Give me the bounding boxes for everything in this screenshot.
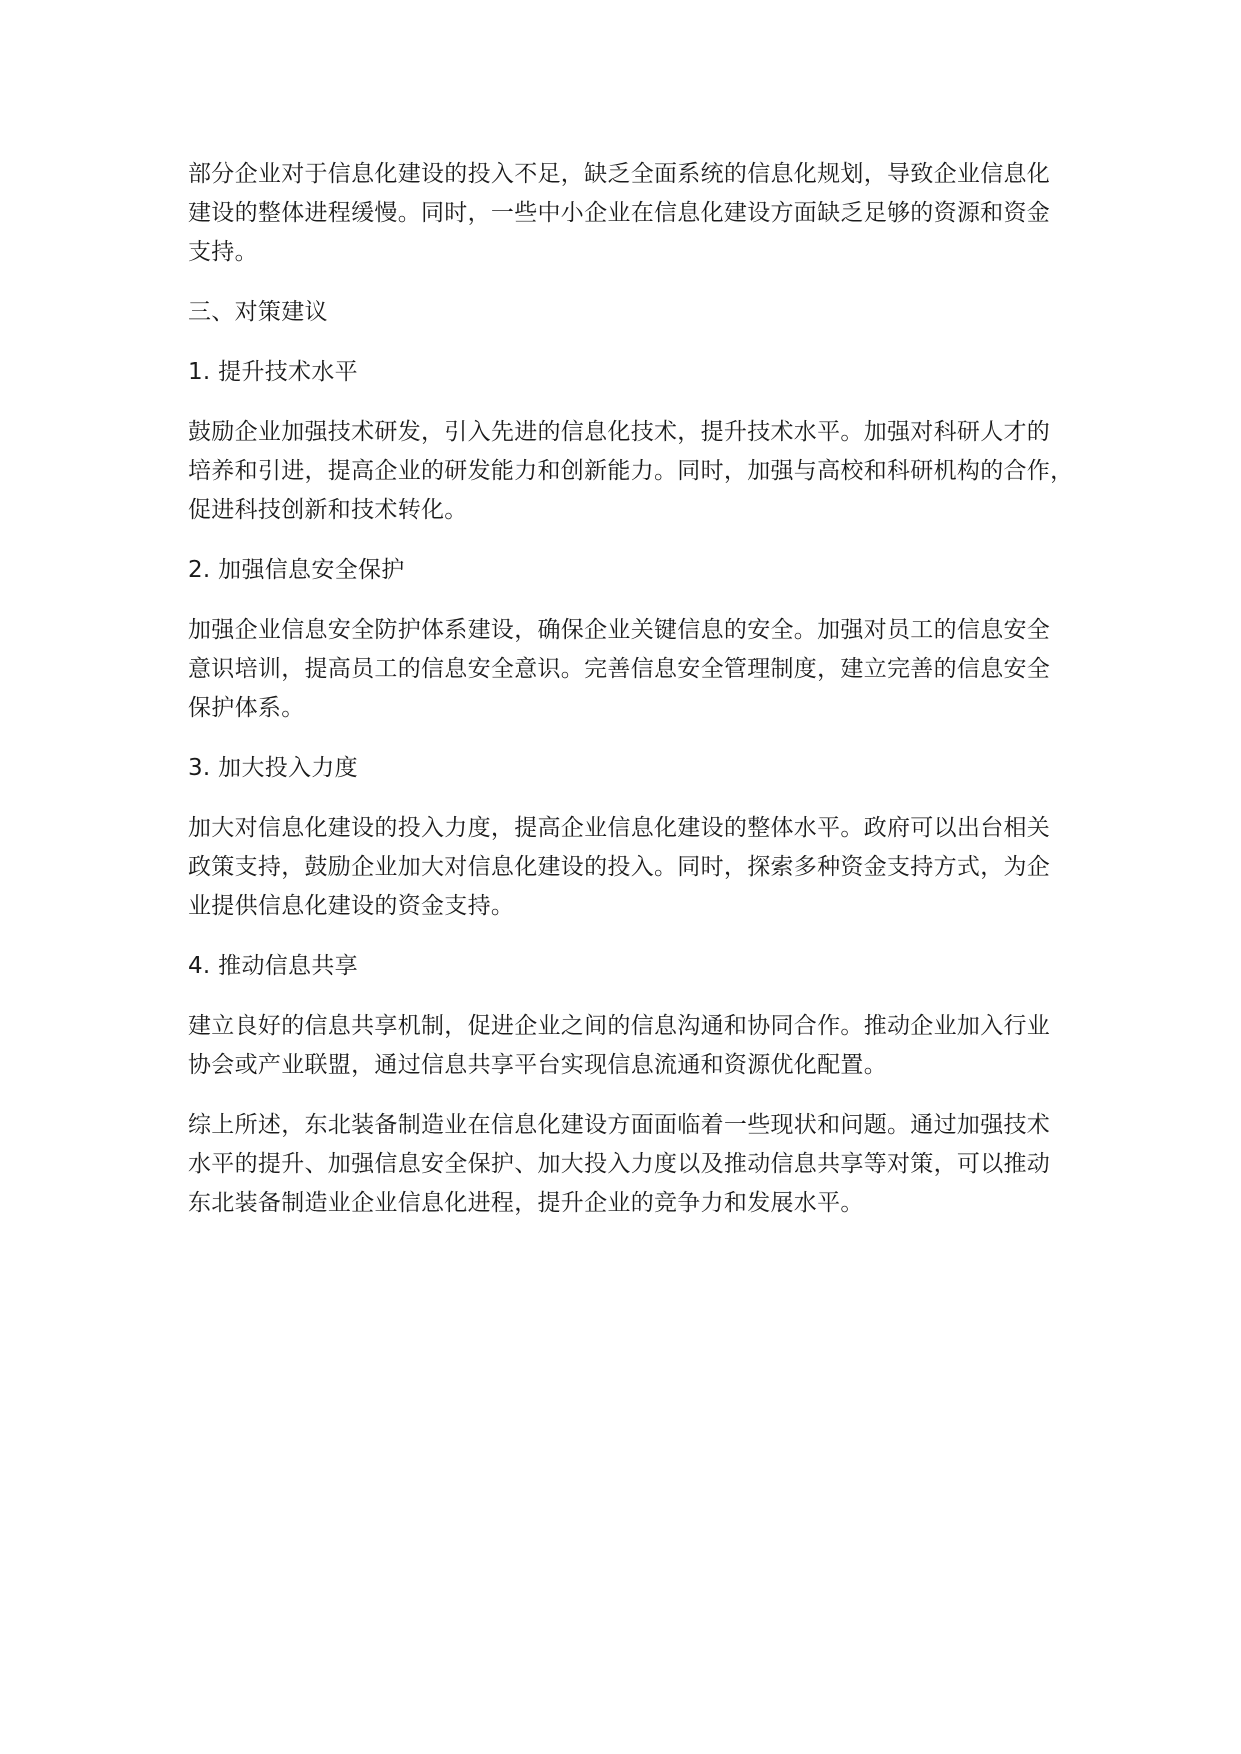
text-line: 东北装备制造业企业信息化进程，提升企业的竞争力和发展水平。 bbox=[188, 1190, 864, 1216]
paragraph-intro bbox=[188, 155, 1078, 272]
text-line: 协会或产业联盟，通过信息共享平台实现信息流通和资源优化配置。 bbox=[188, 1052, 887, 1078]
subheading-1 bbox=[188, 353, 1078, 392]
text-line: 支持。 bbox=[188, 239, 258, 265]
text-line: 业提供信息化建设的资金支持。 bbox=[188, 893, 515, 919]
text-line: 加大对信息化建设的投入力度，提高企业信息化建设的整体水平。政府可以出台相关 bbox=[188, 815, 1051, 841]
heading-text: 4. 推动信息共享 bbox=[188, 953, 358, 979]
text-line: 综上所述，东北装备制造业在信息化建设方面面临着一些现状和问题。通过加强技术 bbox=[188, 1112, 1051, 1138]
subheading-3 bbox=[188, 749, 1078, 788]
paragraph-security bbox=[188, 611, 1078, 728]
subheading-2 bbox=[188, 551, 1078, 590]
text-line: 政策支持，鼓励企业加大对信息化建设的投入。同时，探索多种资金支持方式，为企 bbox=[188, 854, 1051, 880]
paragraph-conclusion bbox=[188, 1106, 1078, 1223]
paragraph-investment bbox=[188, 809, 1078, 926]
text-line: 建立良好的信息共享机制，促进企业之间的信息沟通和协同合作。推动企业加入行业 bbox=[188, 1013, 1051, 1039]
text-line: 鼓励企业加强技术研发，引入先进的信息化技术，提升技术水平。加强对科研人才的 bbox=[188, 419, 1051, 445]
paragraph-tech bbox=[188, 413, 1078, 530]
heading-text: 2. 加强信息安全保护 bbox=[188, 557, 405, 583]
heading-text: 1. 提升技术水平 bbox=[188, 359, 358, 385]
text-line: 加强企业信息安全防护体系建设，确保企业关键信息的安全。加强对员工的信息安全 bbox=[188, 617, 1051, 643]
text-line: 部分企业对于信息化建设的投入不足，缺乏全面系统的信息化规划，导致企业信息化 bbox=[188, 161, 1051, 187]
text-line: 建设的整体进程缓慢。同时，一些中小企业在信息化建设方面缺乏足够的资源和资金 bbox=[188, 200, 1051, 226]
text-line: 促进科技创新和技术转化。 bbox=[188, 497, 468, 523]
text-line: 意识培训，提高员工的信息安全意识。完善信息安全管理制度，建立完善的信息安全 bbox=[188, 656, 1051, 682]
heading-text: 3. 加大投入力度 bbox=[188, 755, 358, 781]
text-line: 水平的提升、加强信息安全保护、加大投入力度以及推动信息共享等对策，可以推动 bbox=[188, 1151, 1051, 1177]
subheading-4 bbox=[188, 947, 1078, 986]
document-body bbox=[188, 155, 1078, 1223]
text-line: 保护体系。 bbox=[188, 695, 305, 721]
heading-text: 三、对策建议 bbox=[188, 299, 328, 325]
text-line: 培养和引进，提高企业的研发能力和创新能力。同时，加强与高校和科研机构的合作， bbox=[188, 458, 1074, 484]
section-heading bbox=[188, 293, 1078, 332]
paragraph-sharing bbox=[188, 1007, 1078, 1085]
